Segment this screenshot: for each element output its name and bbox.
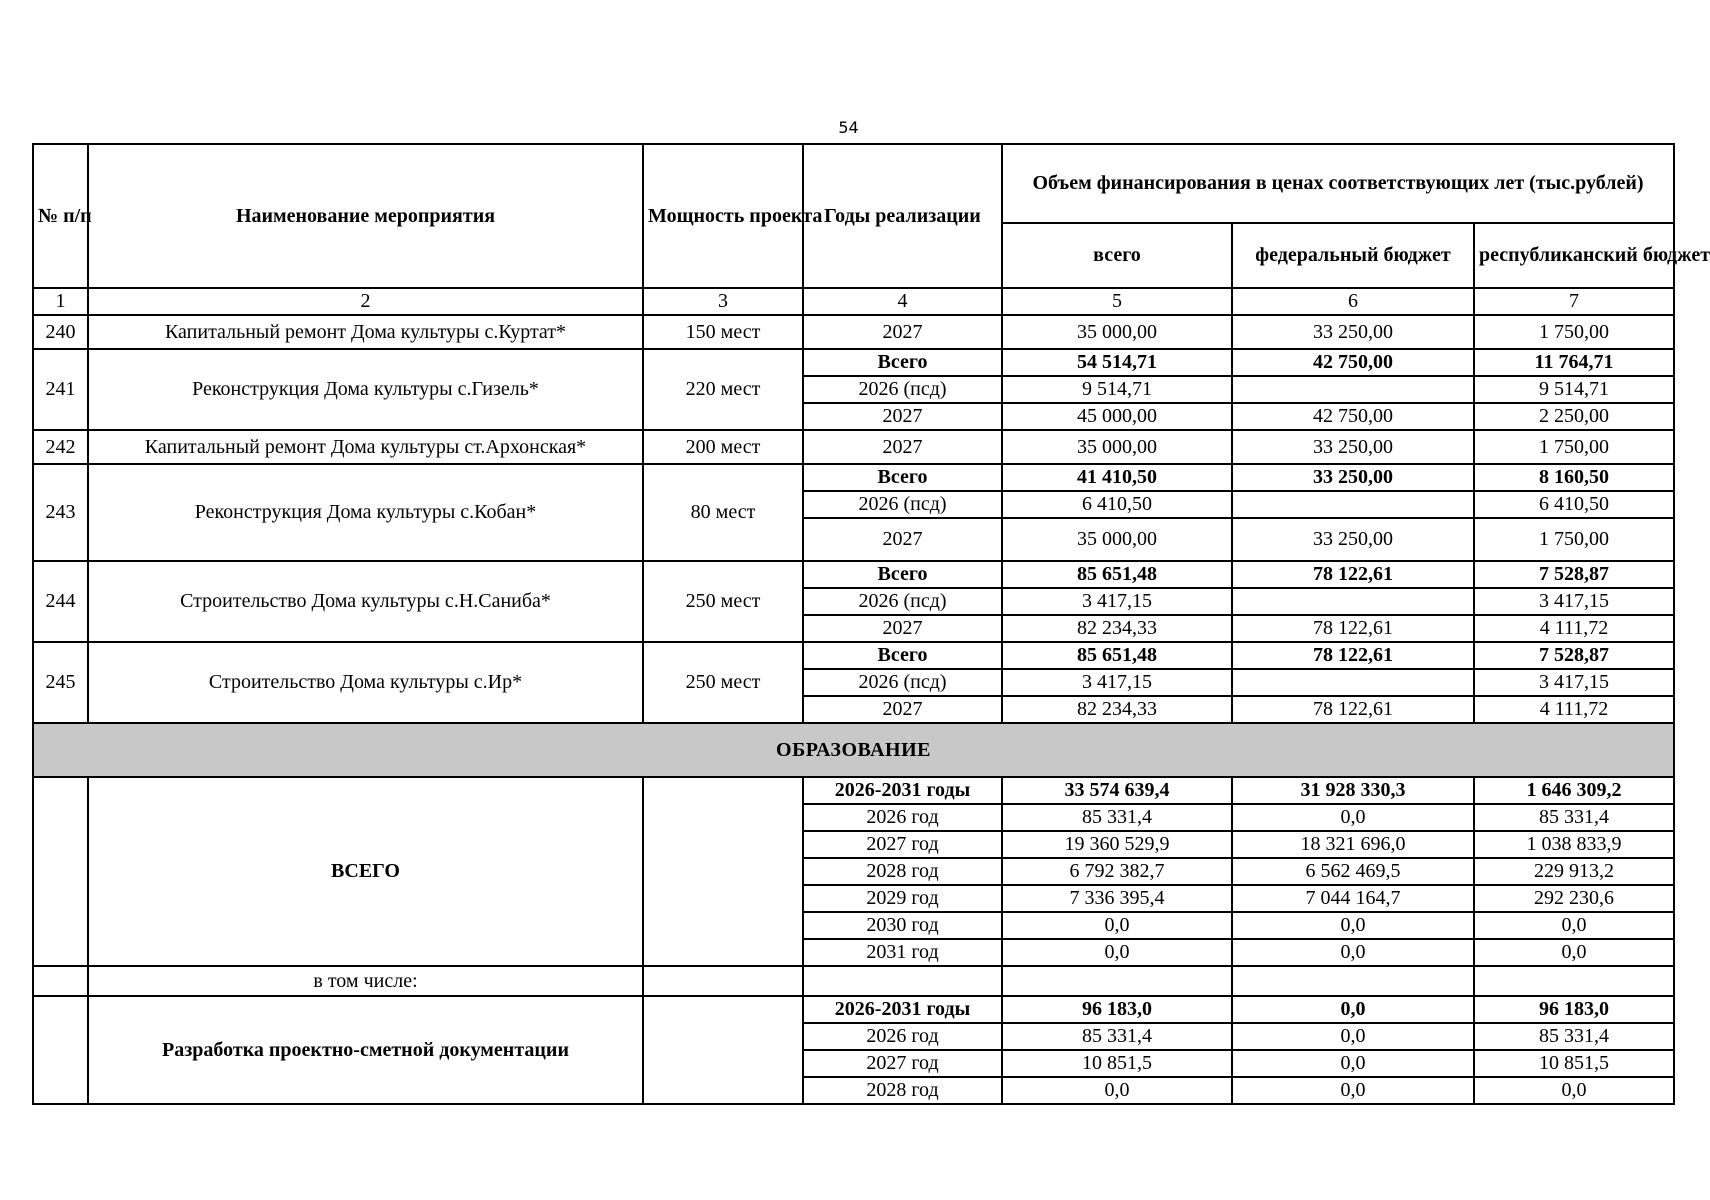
year-cell: 2029 год bbox=[803, 885, 1002, 912]
project-name: Реконструкция Дома культуры с.Гизель* bbox=[88, 349, 643, 430]
empty-cell bbox=[1232, 966, 1474, 996]
republic-cell: 229 913,2 bbox=[1474, 858, 1674, 885]
year-cell: 2027 bbox=[803, 430, 1002, 464]
total-cell: 35 000,00 bbox=[1002, 518, 1232, 561]
total-cell: 85 651,48 bbox=[1002, 642, 1232, 669]
republic-cell: 11 764,71 bbox=[1474, 349, 1674, 376]
republic-cell: 7 528,87 bbox=[1474, 642, 1674, 669]
header-capacity: Мощность проекта bbox=[643, 144, 803, 288]
including-row bbox=[33, 966, 1674, 996]
republic-cell: 3 417,15 bbox=[1474, 669, 1674, 696]
federal-cell bbox=[1232, 491, 1474, 518]
header-funding: Объем финансирования в ценах соответствующих лет (тыс.рублей) bbox=[1002, 144, 1674, 223]
header-republic: республиканский бюджет bbox=[1474, 223, 1674, 288]
federal-cell: 33 250,00 bbox=[1232, 518, 1474, 561]
republic-cell: 2 250,00 bbox=[1474, 403, 1674, 430]
col-number: 6 bbox=[1232, 288, 1474, 315]
total-cell: 82 234,33 bbox=[1002, 696, 1232, 723]
col-number: 7 bbox=[1474, 288, 1674, 315]
empty-cell bbox=[643, 966, 803, 996]
table-row bbox=[33, 430, 1674, 464]
federal-cell: 0,0 bbox=[1232, 804, 1474, 831]
project-number: 245 bbox=[33, 642, 88, 723]
project-number: 240 bbox=[33, 315, 88, 349]
year-cell: 2027 bbox=[803, 518, 1002, 561]
republic-cell: 3 417,15 bbox=[1474, 588, 1674, 615]
project-capacity: 150 мест bbox=[643, 315, 803, 349]
republic-cell: 1 038 833,9 bbox=[1474, 831, 1674, 858]
total-cell: 19 360 529,9 bbox=[1002, 831, 1232, 858]
empty-cell bbox=[1474, 966, 1674, 996]
year-cell: Всего bbox=[803, 349, 1002, 376]
federal-cell: 0,0 bbox=[1232, 939, 1474, 966]
republic-cell: 0,0 bbox=[1474, 912, 1674, 939]
federal-cell bbox=[1232, 588, 1474, 615]
federal-cell: 0,0 bbox=[1232, 996, 1474, 1023]
header-total: всего bbox=[1002, 223, 1232, 288]
total-cell: 85 331,4 bbox=[1002, 1023, 1232, 1050]
federal-cell: 42 750,00 bbox=[1232, 349, 1474, 376]
republic-cell: 7 528,87 bbox=[1474, 561, 1674, 588]
year-cell: 2026-2031 годы bbox=[803, 996, 1002, 1023]
republic-cell: 9 514,71 bbox=[1474, 376, 1674, 403]
project-capacity: 250 мест bbox=[643, 642, 803, 723]
year-cell: 2027 год bbox=[803, 831, 1002, 858]
year-cell: 2027 год bbox=[803, 1050, 1002, 1077]
empty-cell bbox=[33, 777, 88, 966]
year-cell: 2027 bbox=[803, 696, 1002, 723]
federal-cell: 78 122,61 bbox=[1232, 696, 1474, 723]
federal-cell: 78 122,61 bbox=[1232, 642, 1474, 669]
federal-cell: 0,0 bbox=[1232, 1023, 1474, 1050]
republic-cell: 1 750,00 bbox=[1474, 430, 1674, 464]
federal-cell: 31 928 330,3 bbox=[1232, 777, 1474, 804]
page-number: 54 bbox=[838, 118, 859, 137]
project-number: 243 bbox=[33, 464, 88, 561]
federal-cell: 0,0 bbox=[1232, 1077, 1474, 1104]
federal-cell: 78 122,61 bbox=[1232, 615, 1474, 642]
republic-cell: 85 331,4 bbox=[1474, 1023, 1674, 1050]
col-number: 5 bbox=[1002, 288, 1232, 315]
federal-cell: 0,0 bbox=[1232, 1050, 1474, 1077]
federal-cell: 33 250,00 bbox=[1232, 315, 1474, 349]
project-name: Капитальный ремонт Дома культуры ст.Архонская* bbox=[88, 430, 643, 464]
year-cell: 2026 (псд) bbox=[803, 491, 1002, 518]
col-number: 3 bbox=[643, 288, 803, 315]
empty-cell bbox=[33, 966, 88, 996]
total-cell: 54 514,71 bbox=[1002, 349, 1232, 376]
republic-cell: 4 111,72 bbox=[1474, 696, 1674, 723]
table-row bbox=[33, 561, 1674, 588]
republic-cell: 96 183,0 bbox=[1474, 996, 1674, 1023]
federal-cell: 42 750,00 bbox=[1232, 403, 1474, 430]
empty-cell bbox=[803, 966, 1002, 996]
psd-label: Разработка проектно-сметной документации bbox=[88, 996, 643, 1104]
section-title: ОБРАЗОВАНИЕ bbox=[33, 723, 1674, 777]
total-cell: 6 410,50 bbox=[1002, 491, 1232, 518]
project-number: 244 bbox=[33, 561, 88, 642]
federal-cell bbox=[1232, 669, 1474, 696]
table-row bbox=[33, 315, 1674, 349]
total-cell: 7 336 395,4 bbox=[1002, 885, 1232, 912]
federal-cell: 78 122,61 bbox=[1232, 561, 1474, 588]
total-cell: 3 417,15 bbox=[1002, 588, 1232, 615]
total-cell: 41 410,50 bbox=[1002, 464, 1232, 491]
table-row bbox=[33, 642, 1674, 669]
year-cell: 2026 год bbox=[803, 1023, 1002, 1050]
project-name: Строительство Дома культуры с.Ир* bbox=[88, 642, 643, 723]
header-years: Годы реализации bbox=[803, 144, 1002, 288]
year-cell: 2026 (псд) bbox=[803, 588, 1002, 615]
including-label: в том числе: bbox=[88, 966, 643, 996]
table-row bbox=[33, 996, 1674, 1023]
year-cell: 2027 bbox=[803, 403, 1002, 430]
total-cell: 82 234,33 bbox=[1002, 615, 1232, 642]
total-cell: 35 000,00 bbox=[1002, 315, 1232, 349]
federal-cell: 0,0 bbox=[1232, 912, 1474, 939]
financing-table bbox=[32, 143, 1710, 1105]
empty-cell bbox=[643, 996, 803, 1104]
year-cell: 2027 bbox=[803, 315, 1002, 349]
project-name: Реконструкция Дома культуры с.Кобан* bbox=[88, 464, 643, 561]
project-capacity: 200 мест bbox=[643, 430, 803, 464]
total-cell: 10 851,5 bbox=[1002, 1050, 1232, 1077]
total-cell: 0,0 bbox=[1002, 1077, 1232, 1104]
republic-cell: 4 111,72 bbox=[1474, 615, 1674, 642]
republic-cell: 6 410,50 bbox=[1474, 491, 1674, 518]
project-capacity: 220 мест bbox=[643, 349, 803, 430]
total-cell: 9 514,71 bbox=[1002, 376, 1232, 403]
total-label: ВСЕГО bbox=[88, 777, 643, 966]
total-cell: 0,0 bbox=[1002, 939, 1232, 966]
total-cell: 85 331,4 bbox=[1002, 804, 1232, 831]
total-cell: 96 183,0 bbox=[1002, 996, 1232, 1023]
empty-cell bbox=[1002, 966, 1232, 996]
republic-cell: 8 160,50 bbox=[1474, 464, 1674, 491]
year-cell: Всего bbox=[803, 642, 1002, 669]
header-num: № п/п bbox=[33, 144, 88, 288]
republic-cell: 0,0 bbox=[1474, 939, 1674, 966]
federal-cell: 33 250,00 bbox=[1232, 430, 1474, 464]
year-cell: 2028 год bbox=[803, 858, 1002, 885]
project-name: Капитальный ремонт Дома культуры с.Куртат* bbox=[88, 315, 643, 349]
empty-cell bbox=[643, 777, 803, 966]
total-cell: 0,0 bbox=[1002, 912, 1232, 939]
federal-cell bbox=[1232, 376, 1474, 403]
republic-cell: 0,0 bbox=[1474, 1077, 1674, 1104]
total-cell: 45 000,00 bbox=[1002, 403, 1232, 430]
project-capacity: 250 мест bbox=[643, 561, 803, 642]
year-cell: 2026-2031 годы bbox=[803, 777, 1002, 804]
project-number: 241 bbox=[33, 349, 88, 430]
federal-cell: 6 562 469,5 bbox=[1232, 858, 1474, 885]
republic-cell: 1 750,00 bbox=[1474, 518, 1674, 561]
year-cell: Всего bbox=[803, 561, 1002, 588]
year-cell: 2031 год bbox=[803, 939, 1002, 966]
republic-cell: 85 331,4 bbox=[1474, 804, 1674, 831]
year-cell: 2026 (псд) bbox=[803, 669, 1002, 696]
header-federal: федеральный бюджет bbox=[1232, 223, 1474, 288]
section-row bbox=[33, 723, 1674, 777]
project-capacity: 80 мест bbox=[643, 464, 803, 561]
total-cell: 3 417,15 bbox=[1002, 669, 1232, 696]
year-cell: Всего bbox=[803, 464, 1002, 491]
col-number: 2 bbox=[88, 288, 643, 315]
table-row bbox=[33, 464, 1674, 491]
republic-cell: 292 230,6 bbox=[1474, 885, 1674, 912]
republic-cell: 10 851,5 bbox=[1474, 1050, 1674, 1077]
federal-cell: 7 044 164,7 bbox=[1232, 885, 1474, 912]
project-name: Строительство Дома культуры с.Н.Саниба* bbox=[88, 561, 643, 642]
year-cell: 2028 год bbox=[803, 1077, 1002, 1104]
total-cell: 85 651,48 bbox=[1002, 561, 1232, 588]
col-number: 4 bbox=[803, 288, 1002, 315]
total-cell: 6 792 382,7 bbox=[1002, 858, 1232, 885]
total-cell: 35 000,00 bbox=[1002, 430, 1232, 464]
republic-cell: 1 750,00 bbox=[1474, 315, 1674, 349]
year-cell: 2026 (псд) bbox=[803, 376, 1002, 403]
table-row bbox=[33, 349, 1674, 376]
total-cell: 33 574 639,4 bbox=[1002, 777, 1232, 804]
column-numbers-row bbox=[33, 288, 1674, 315]
federal-cell: 18 321 696,0 bbox=[1232, 831, 1474, 858]
year-cell: 2027 bbox=[803, 615, 1002, 642]
year-cell: 2030 год bbox=[803, 912, 1002, 939]
republic-cell: 1 646 309,2 bbox=[1474, 777, 1674, 804]
table-row bbox=[33, 777, 1674, 804]
col-number: 1 bbox=[33, 288, 88, 315]
federal-cell: 33 250,00 bbox=[1232, 464, 1474, 491]
year-cell: 2026 год bbox=[803, 804, 1002, 831]
header-name: Наименование мероприятия bbox=[88, 144, 643, 288]
project-number: 242 bbox=[33, 430, 88, 464]
empty-cell bbox=[33, 996, 88, 1104]
